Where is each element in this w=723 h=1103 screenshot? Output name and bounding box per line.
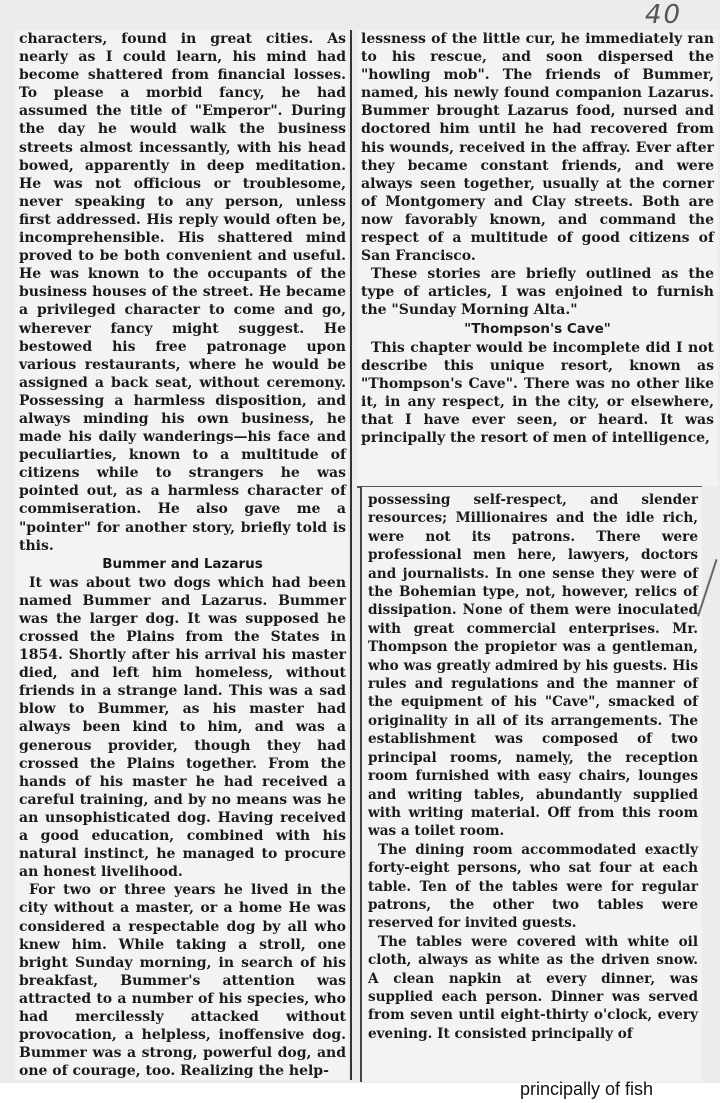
right-column-bottom — [360, 487, 702, 1082]
left-paragraph-1: characters, found in great cities. As nearly as I could learn, his mind had become shattered from financial losses. To please a morbid fancy, he had assumed the title of "Emperor". During the day he would walk the business streets almost incessantly, with his head bowed, apparently in deep meditation. He was not officious or troublesome, never speaking to any person, unless first addressed. His reply would often be, incomprehensible. His shattered mind proved to be both convenient and useful. He was known to the occupants of the business houses of the street. He became a privileged character to come and go, wherever fancy might suggest. He bestowed his free patronage upon various restaurants, where he would be assigned a back seat, without ceremony. Possessing a harmless disposition, and always minding his own business, he made his daily wanderings—his face and peculiarties, known to a multitude of citizens while to strangers he was pointed out, as a harmless character of commiseration. He also gave me a "pointer" for another story, briefly told is this. — [19, 31, 346, 554]
right-bottom-paragraph-2: The dining room accommodated exactly forty-eight persons, who sat four at each table. Ten of the tables were for regular patrons, the other two tables were reserved for invited guests. — [368, 841, 698, 932]
left-paragraph-2: It was about two dogs which had been named Bummer and Lazarus. Bummer was the larger dog. It was supposed he crossed the Plains from the States in 1854. Shortly after his arrival his master died, and left him homeless, without friends in a strange land. This was a sad blow to Bummer, as his master had always been kind to him, and was a generous provider, though they had crossed the Plains together. From the hands of his master he had received a careful training, and by no means was he an unsophisticated dog. Having received a good education, combined with his natural instinct, he managed to procure an honest livelihood. — [19, 574, 346, 881]
page-number: 40 — [645, 0, 683, 30]
right-top-paragraph-2: These stories are briefly outlined as the type of articles, I was enjoined to furnish the "Sunday Morning Alta." — [361, 266, 714, 319]
right-bottom-paragraph-3: The tables were covered with white oil cloth, always as white as the driven snow. A clean napkin at every dinner, was supplied each person. Dinner was served from seven until eight-thirty o'clock, every evening. It consisted principally of — [368, 933, 698, 1042]
right-top-paragraph-1: lessness of the little cur, he immediately ran to his rescue, and soon dispersed the "howling mob". The friends of Bummer, named, his newly found companion Lazarus. Bummer brought Lazarus food, nursed and doctored him until he had recovered from his wounds, received in the affray. Ever after they became constant friends, and were always seen together, usually at the corner of Montgomery and Clay streets. Both are now favorably known, and command the respect of a multitude of good citizens of San Francisco. — [361, 31, 714, 265]
right-bottom-paragraph-1: possessing self-respect, and slender resources; Millionaires and the idle rich, were not its patrons. There were professional men here, lawyers, doctors and journalists. In one sense they were of the Bohemian type, not, however, relics of dissipation. None of them were inoculated with great commercial enterprises. Mr. Thompson the propietor was a gentleman, who was greatly admired by his guests. His rules and regulations and the manner of the equipment of his "Cave", smacked of originality in all of its arrangements. The establishment was composed of two principal rooms, namely, the reception room furnished with easy chairs, lounges and writing tables, abundantly supplied with writing material. Off from this room was a toilet room. — [368, 492, 698, 840]
column-divider — [350, 30, 352, 1080]
left-column — [15, 30, 348, 1080]
right-top-paragraph-3: This chapter would be incomplete did I not describe this unique resort, known as "Thompson's Cave". There was no other like it, in any respect, in the city, or elsewhere, that I have ever seen, or heard. It was principally the resort of men of intelligence, — [361, 339, 714, 446]
left-paragraph-3: For two or three years he lived in the city without a master, or a home He was considered a respectable dog by all who knew him. While taking a stroll, one bright Sunday morning, in search of his breakfast, Bummer's attention was attracted to a number of his species, who had mercilessly attacked without provocation, a helpless, inoffensive dog. Bummer was a strong, powerful dog, and one of courage, too. Realizing the help- — [19, 882, 346, 1080]
right-column-top — [357, 30, 718, 486]
heading-thompsons-cave: "Thompson's Cave" — [464, 320, 611, 337]
handwritten-caption: principally of fish — [520, 1079, 654, 1099]
heading-bummer-and-lazarus: Bummer and Lazarus — [102, 555, 263, 572]
